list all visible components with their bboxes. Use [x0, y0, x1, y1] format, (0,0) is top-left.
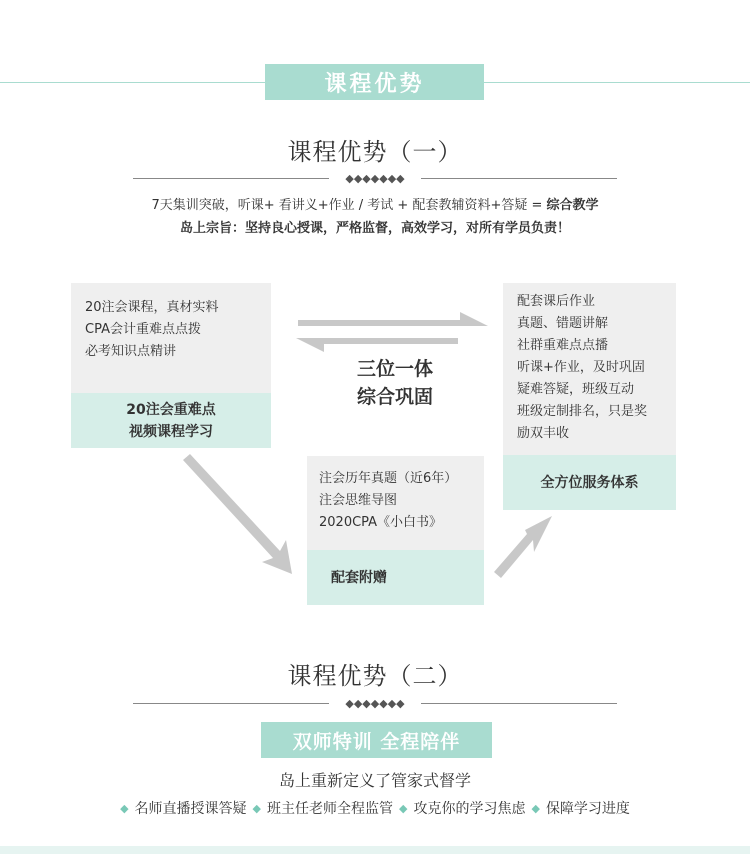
intro-line-1-text: 7天集训突破，听课+ 看讲义+作业 / 考试 + 配套教辅资料+答疑 = — [151, 198, 547, 213]
left-box-label-line2: 视频课程学习 — [129, 423, 213, 440]
section-banner: 课程优势 — [265, 64, 484, 100]
center-caption-line1: 三位一体 — [356, 358, 433, 380]
bottom-box-item: 注会历年真题（近6年） — [319, 471, 458, 486]
feature-item — [253, 798, 393, 818]
dual-teacher-badge: 双师特训 全程陪伴 — [261, 722, 492, 758]
bottom-box-label: 配套附赠 — [307, 550, 484, 605]
feature-item — [120, 798, 246, 818]
center-caption-line2: 综合巩固 — [356, 386, 433, 408]
left-box-item: 20注会课程，真材实料 — [85, 300, 219, 315]
diamond-bullet-icon: ◆ — [399, 801, 408, 815]
feature-item — [531, 798, 629, 818]
feature-item-label: 保障学习进度 — [545, 801, 630, 817]
right-box-item: 听课+作业，及时巩固 — [517, 360, 645, 375]
arrow-down-right-icon — [183, 454, 292, 574]
feature-item-label: 名师直播授课答疑 — [134, 801, 247, 817]
right-box-item: 配套课后作业 — [517, 294, 596, 309]
bottom-box-content — [307, 456, 484, 550]
right-box-item: 社群重难点点播 — [517, 338, 609, 353]
section1-title: 课程优势（一） — [287, 138, 463, 166]
right-box-content — [503, 283, 676, 455]
left-box-item: CPA会计重难点点拨 — [85, 322, 201, 337]
arrow-right-shape — [298, 312, 488, 326]
bottom-box-item: 2020CPA《小白书》 — [319, 515, 443, 530]
right-box-item: 班级定制排名，只是奖 — [517, 404, 648, 419]
section2-diamonds: ◆◆◆◆◆◆◆ — [345, 697, 405, 710]
left-box-content — [71, 283, 271, 393]
diamond-bullet-icon: ◆ — [252, 801, 261, 815]
feature-item — [399, 798, 525, 818]
feature-item-label: 攻克你的学习焦虑 — [413, 801, 526, 817]
intro-line-2: 岛上宗旨：坚持良心授课，严格监督，高效学习，对所有学员负责！ — [179, 221, 570, 236]
feature-list — [0, 798, 750, 818]
section2-title: 课程优势（二） — [287, 662, 463, 690]
footer-band — [0, 846, 750, 854]
feature-item-label: 班主任老师全程监管 — [267, 801, 393, 817]
right-box-item: 真题、错题讲解 — [517, 316, 609, 331]
section1-diamonds: ◆◆◆◆◆◆◆ — [345, 172, 405, 185]
bottom-box-item: 注会思维导图 — [319, 493, 398, 508]
right-box-item: 励双丰收 — [517, 426, 570, 441]
diamond-bullet-icon: ◆ — [120, 801, 129, 815]
intro-line-1-bold: 综合教学 — [546, 198, 599, 213]
right-box-item: 疑难答疑，班级互动 — [517, 382, 635, 397]
diamond-bullet-icon: ◆ — [531, 801, 540, 815]
center-caption — [330, 355, 460, 411]
double-arrow-icon — [296, 312, 488, 352]
right-box-label: 全方位服务体系 — [503, 455, 676, 510]
left-box-label — [71, 393, 271, 448]
arrow-up-right-icon — [494, 516, 552, 578]
left-box-label-line1: 20注会重难点 — [126, 401, 216, 418]
arrow-left-shape — [296, 338, 458, 352]
section2-subline: 岛上重新定义了管家式督学 — [278, 771, 471, 790]
left-box-item: 必考知识点精讲 — [85, 344, 177, 359]
